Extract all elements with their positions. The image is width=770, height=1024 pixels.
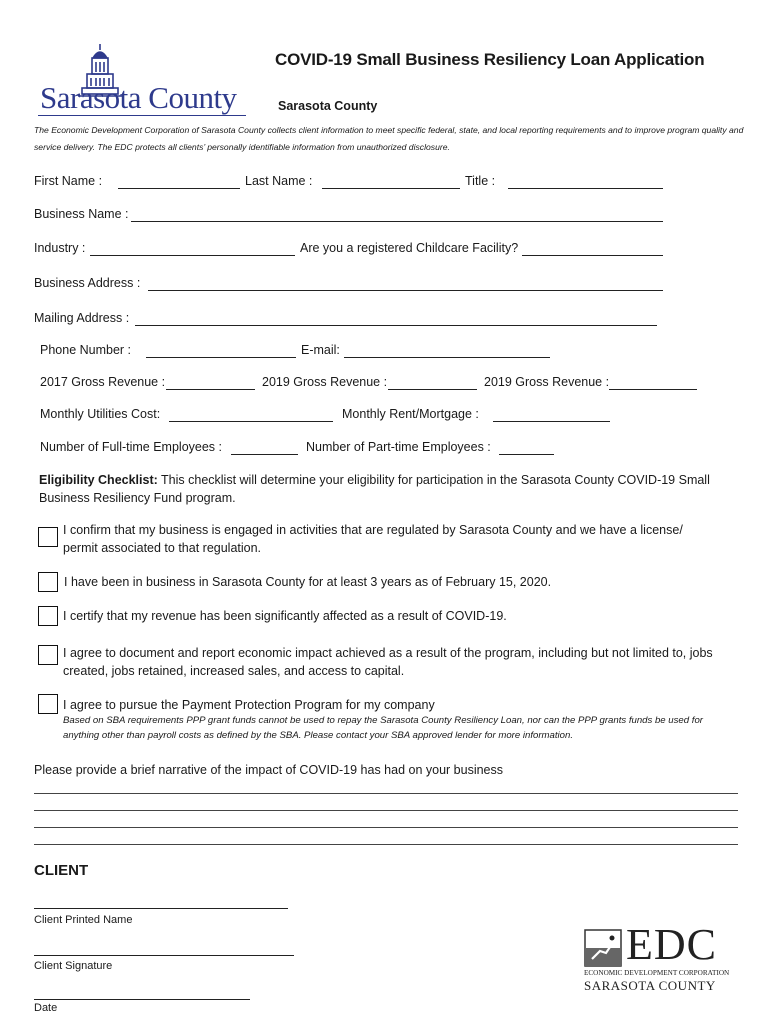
eligibility-intro bbox=[39, 471, 719, 507]
business-name-field[interactable] bbox=[131, 221, 663, 222]
edc-letters: EDC bbox=[626, 920, 717, 969]
revenue-2019b-label: 2019 Gross Revenue : bbox=[484, 375, 610, 389]
privacy-intro: The Economic Development Corporation of Sarasota County collects client information to meet specific federal, state, and local reporting requirements and to improve program quality and service delivery. The EDC protects all clients’ personally identifiable information from unauthorized disclosure. bbox=[34, 125, 744, 152]
first-name-label: First Name : bbox=[34, 174, 103, 188]
mailing-address-field[interactable] bbox=[135, 325, 657, 326]
narrative-line-2[interactable] bbox=[34, 810, 738, 811]
parttime-label: Number of Part-time Employees : bbox=[306, 440, 491, 454]
checkbox-regulated[interactable] bbox=[38, 527, 58, 547]
date-label: Date bbox=[34, 1002, 58, 1014]
client-printed-name-field[interactable] bbox=[34, 908, 288, 909]
narrative-prompt: Please provide a brief narrative of the impact of COVID-19 has had on your business bbox=[34, 763, 504, 777]
business-name-label: Business Name : bbox=[34, 207, 129, 221]
logo-underline bbox=[38, 115, 246, 116]
ppp-note: Based on SBA requirements PPP grant funds cannot be used to repay the Sarasota County Resiliency Loan, nor can the PPP grants funds be used for anything other than payroll costs as defined by the SBA. Please contact your SBA approved lender for more information. bbox=[63, 715, 703, 741]
utilities-label: Monthly Utilities Cost: bbox=[40, 407, 161, 421]
first-name-field[interactable] bbox=[118, 188, 240, 189]
date-field[interactable] bbox=[34, 999, 250, 1000]
revenue-2017-label: 2017 Gross Revenue : bbox=[40, 375, 166, 389]
utilities-field[interactable] bbox=[169, 421, 333, 422]
edc-line1: ECONOMIC DEVELOPMENT CORPORATION bbox=[584, 969, 730, 977]
industry-field[interactable] bbox=[90, 255, 295, 256]
last-name-field[interactable] bbox=[322, 188, 460, 189]
edc-line2: SARASOTA COUNTY bbox=[584, 978, 716, 993]
revenue-2017-field[interactable] bbox=[166, 389, 255, 390]
logo-wordmark: Sarasota County bbox=[40, 80, 237, 115]
childcare-label: Are you a registered Childcare Facility? bbox=[300, 241, 519, 255]
client-signature-field[interactable] bbox=[34, 955, 294, 956]
edc-logo bbox=[584, 920, 734, 995]
parttime-field[interactable] bbox=[499, 454, 554, 455]
client-printed-name-label: Client Printed Name bbox=[34, 914, 133, 926]
page-title: COVID-19 Small Business Resiliency Loan Application bbox=[275, 50, 705, 69]
client-signature-label: Client Signature bbox=[34, 960, 113, 972]
rent-label: Monthly Rent/Mortgage : bbox=[342, 407, 479, 421]
runner-icon bbox=[584, 929, 622, 967]
phone-label: Phone Number : bbox=[40, 343, 132, 357]
checkbox-ppp[interactable] bbox=[38, 694, 58, 714]
client-heading: CLIENT bbox=[34, 862, 89, 879]
checklist-item-revenue-affected: I certify that my revenue has been significantly affected as a result of COVID-19. bbox=[63, 609, 507, 623]
narrative-line-1[interactable] bbox=[34, 793, 738, 794]
page-subtitle: Sarasota County bbox=[278, 99, 378, 113]
checklist-item-ppp: I agree to pursue the Payment Protection Program for my company bbox=[63, 698, 435, 712]
revenue-2019-field[interactable] bbox=[388, 389, 477, 390]
narrative-line-3[interactable] bbox=[34, 827, 738, 828]
fulltime-label: Number of Full-time Employees : bbox=[40, 440, 223, 454]
checklist-item-report-impact: I agree to document and report economic impact achieved as a result of the program, including but not limited to, jobs created, jobs retained, increased sales, and access to capital. bbox=[63, 646, 713, 678]
business-address-field[interactable] bbox=[148, 290, 663, 291]
narrative-line-4[interactable] bbox=[34, 844, 738, 845]
checkbox-three-years[interactable] bbox=[38, 572, 58, 592]
revenue-2019b-field[interactable] bbox=[609, 389, 697, 390]
checkbox-revenue-affected[interactable] bbox=[38, 606, 58, 626]
title-label: Title : bbox=[465, 174, 496, 188]
eligibility-text: This checklist will determine your eligibility for participation in the Sarasota County COVID-19 Small Business Resiliency Fund program. bbox=[39, 473, 710, 505]
email-field[interactable] bbox=[344, 357, 550, 358]
phone-field[interactable] bbox=[146, 357, 296, 358]
mailing-address-label: Mailing Address : bbox=[34, 311, 130, 325]
business-address-label: Business Address : bbox=[34, 276, 141, 290]
rent-field[interactable] bbox=[493, 421, 610, 422]
eligibility-heading: Eligibility Checklist: bbox=[39, 473, 158, 487]
last-name-label: Last Name : bbox=[245, 174, 313, 188]
checklist-item-regulated: I confirm that my business is engaged in activities that are regulated by Sarasota County and we have a license/ permit associated to that regulation. bbox=[63, 523, 683, 555]
checkbox-report-impact[interactable] bbox=[38, 645, 58, 665]
industry-label: Industry : bbox=[34, 241, 86, 255]
sarasota-county-logo bbox=[38, 40, 248, 118]
revenue-2019-label: 2019 Gross Revenue : bbox=[262, 375, 388, 389]
email-label: E-mail: bbox=[301, 343, 340, 357]
title-field[interactable] bbox=[508, 188, 663, 189]
childcare-field[interactable] bbox=[522, 255, 663, 256]
checklist-item-three-years: I have been in business in Sarasota County for at least 3 years as of February 15, 2020. bbox=[64, 575, 552, 589]
fulltime-field[interactable] bbox=[231, 454, 298, 455]
